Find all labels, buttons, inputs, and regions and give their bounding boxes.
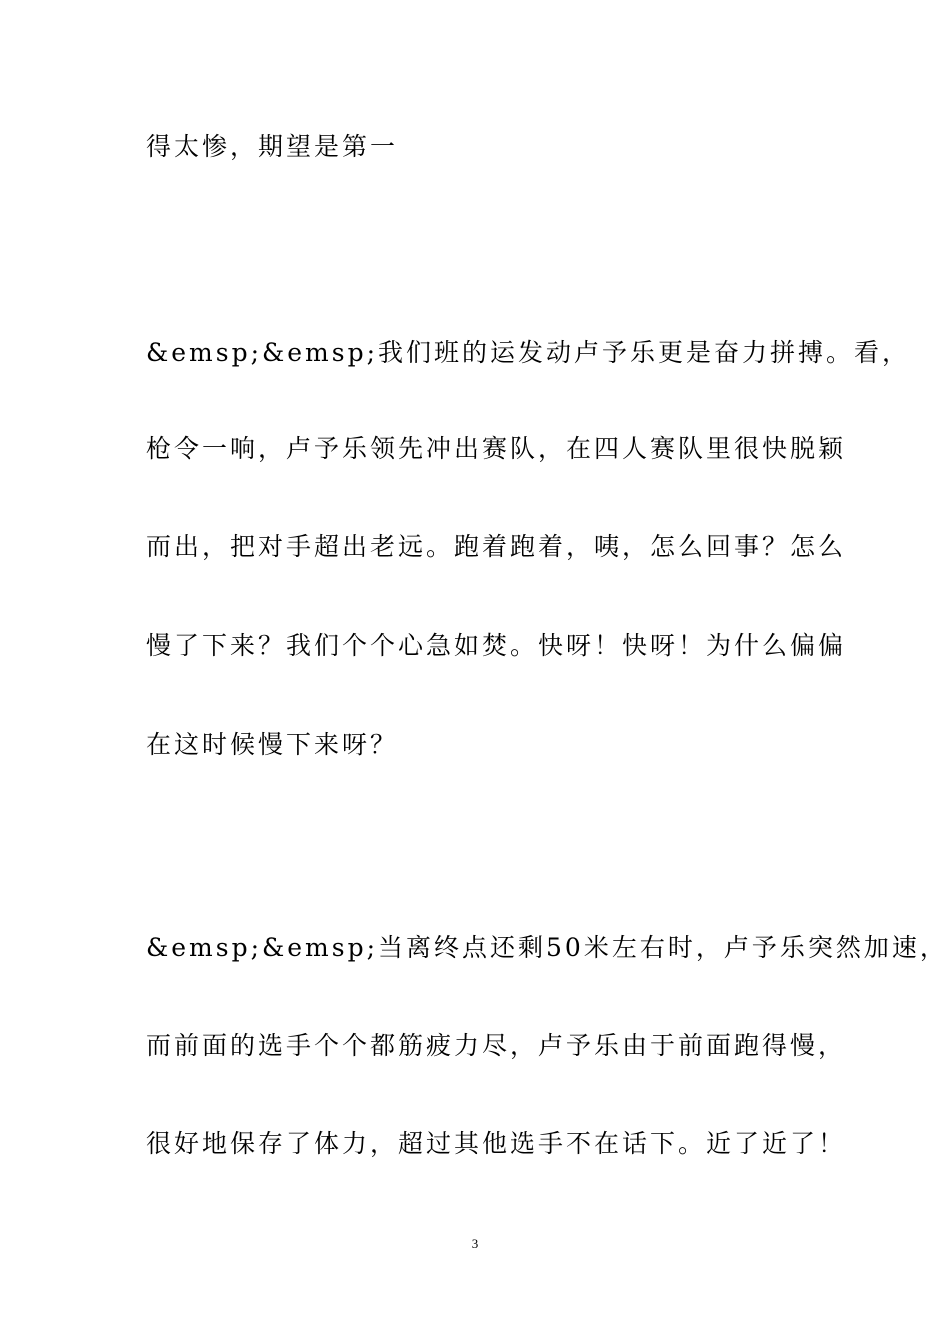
paragraph-3-line-3: 很好地保存了体力，超过其他选手不在话下。近了近了！ [146,1129,847,1158]
paragraph-1-line-1: 得太惨，期望是第一 [146,132,399,161]
paragraph-2-line-2: 枪令一响，卢予乐领先冲出赛队，在四人赛队里很快脱颖 [146,434,847,463]
paragraph-3-line-2: 而前面的选手个个都筋疲力尽，卢予乐由于前面跑得慢， [146,1031,847,1060]
paragraph-3-line-1: &emsp;&emsp;当离终点还剩50米左右时，卢予乐突然加速， [146,933,948,962]
paragraph-2-line-4: 慢了下来？我们个个心急如焚。快呀！快呀！为什么偏偏 [146,631,847,660]
page-number: 3 [471,1236,479,1251]
paragraph-2-line-3: 而出，把对手超出老远。跑着跑着，咦，怎么回事？怎么 [146,532,847,561]
paragraph-2-line-5: 在这时候慢下来呀？ [146,730,399,759]
paragraph-2-line-1: &emsp;&emsp;我们班的运发动卢予乐更是奋力拼搏。看， [146,338,911,367]
